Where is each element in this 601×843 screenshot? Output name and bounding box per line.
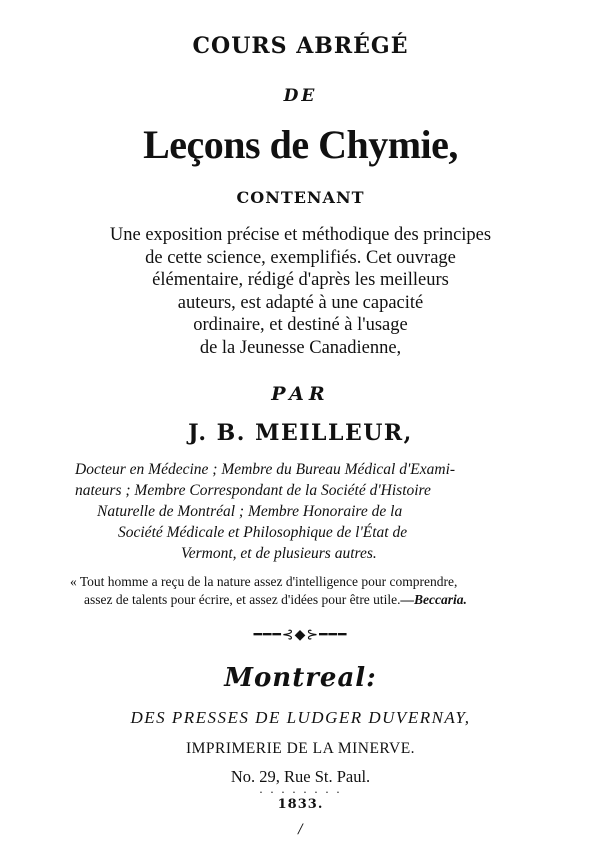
dotted-rule: · · · · · · · · — [259, 786, 342, 799]
description-line: élémentaire, rédigé d'après les meilleurs — [152, 270, 449, 290]
credentials-line: Société Médicale et Philosophique de l'État de — [118, 524, 408, 541]
title-line-2: DE — [283, 86, 318, 106]
epigraph-line — [84, 591, 601, 609]
contenant-heading: CONTENANT — [236, 188, 365, 207]
title-line-1: COURS ABRÉGÉ — [192, 33, 409, 59]
credentials-line: nateurs ; Membre Correspondant de la Société d'Histoire — [75, 482, 431, 499]
imprint-address: No. 29, Rue St. Paul. — [230, 767, 371, 786]
imprint-imprimerie: IMPRIMERIE DE LA MINERVE. — [185, 740, 416, 757]
credentials-line: Vermont, et de plusieurs autres. — [181, 545, 377, 562]
credentials-line: Naturelle de Montréal ; Membre Honoraire de la — [97, 503, 403, 520]
credentials-line: Docteur en Médecine ; Membre du Bureau Médical d'Exami- — [75, 461, 456, 478]
par-heading: PAR — [271, 383, 330, 405]
epigraph — [0, 573, 601, 609]
imprint-city: Montreal: — [224, 663, 377, 693]
author-name: J. B. MEILLEUR, — [188, 420, 413, 446]
description-line: Une exposition précise et méthodique des principes — [109, 225, 492, 245]
printer-mark: / — [298, 822, 303, 837]
credentials-block — [0, 459, 601, 564]
description-block — [0, 224, 601, 359]
epigraph-text: assez de talents pour écrire, et assez d'idées pour être utile. — [84, 592, 401, 607]
epigraph-line: « Tout homme a reçu de la nature assez d'intelligence pour comprendre, — [70, 574, 458, 589]
description-line: de cette science, exemplifiés. Cet ouvrage — [145, 247, 456, 268]
description-line: auteurs, est adapté à une capacité — [177, 292, 424, 313]
ornament-divider: ━━━⊰◆⊱━━━ — [253, 627, 348, 643]
description-line: de la Jeunesse Canadienne, — [199, 337, 402, 358]
publication-year: 1833. — [277, 797, 324, 812]
main-title: Leçons de Chymie, — [143, 122, 458, 167]
description-line: ordinaire, et destiné à l'usage — [193, 315, 408, 335]
epigraph-attribution: —Beccaria. — [400, 592, 467, 607]
imprint-presses: DES PRESSES DE LUDGER DUVERNAY, — [130, 708, 471, 727]
